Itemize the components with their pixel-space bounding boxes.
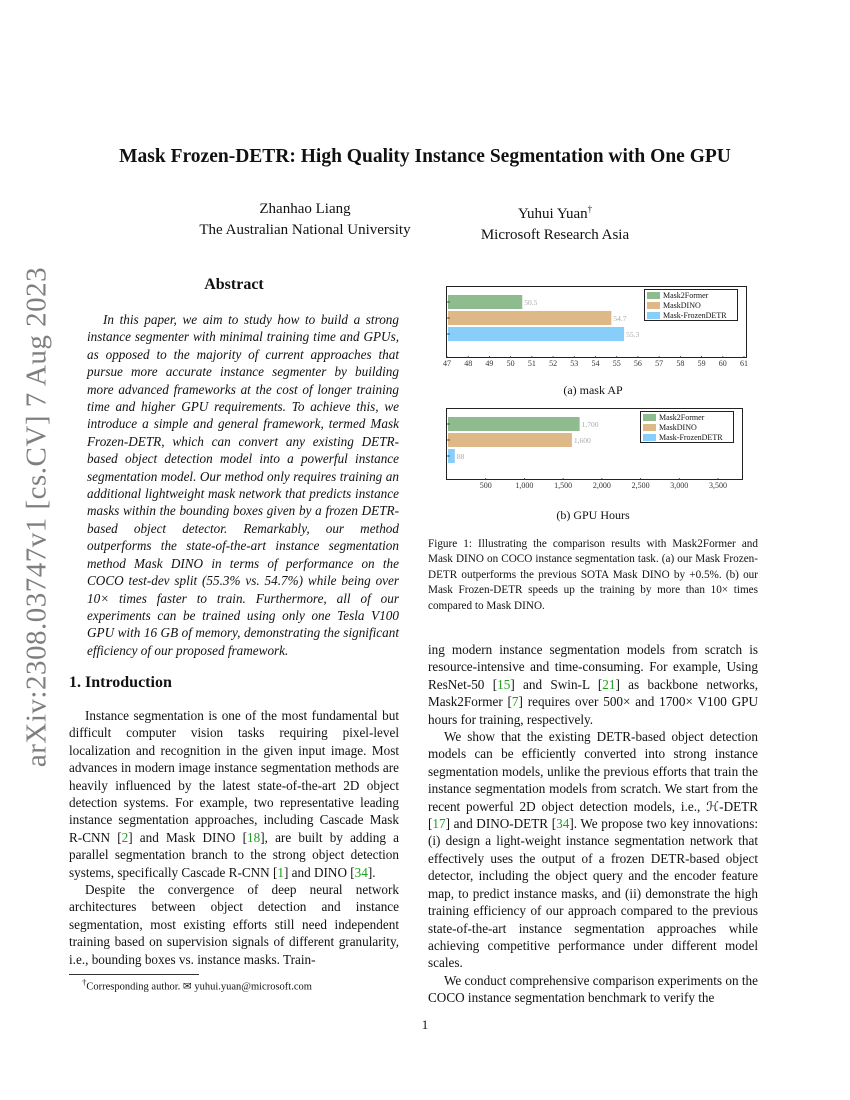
chart-b-legend — [640, 411, 734, 443]
citation-link[interactable]: 1 — [277, 864, 284, 880]
intro-right-column — [428, 641, 758, 1007]
author-2-name: Yuhui Yuan — [517, 206, 588, 222]
data-label: 1,600 — [573, 436, 591, 445]
data-label: 88 — [456, 452, 465, 461]
author-2-mark: † — [587, 204, 593, 214]
intro-right-paragraph-1: ing modern instance segmentation models from scratch is resource-intensive and time-consuming. For example, Using ResNet-50 [15] and Swin-L [21] as backbone networks, Mask2Former [7] requires over 500× and 1700× V100 GPU hours for training, respectively. — [428, 642, 758, 727]
legend-item: Mask2Former — [641, 412, 733, 422]
x-tick-label: 57 — [655, 359, 664, 368]
figure-caption: Figure 1: Illustrating the comparison results with Mask2Former and Mask DINO on COCO instance segmentation task. (a) our Mask Frozen-DETR outperforms the previous SOTA Mask DINO by +0.5%. (b) our Mask Frozen-DETR speeds up the training by more than 10× times compared to Mask DINO. — [428, 538, 758, 612]
legend-item: MaskDINO — [645, 300, 737, 310]
intro-paragraph-2: Despite the convergence of deep neural network architectures between object detection and instance segmentation, most existing efforts still need independent training based on supervision signals of different granularity, i.e., bounding boxes vs. instance masks. Train- — [69, 882, 399, 967]
x-tick-label: 50 — [506, 359, 515, 368]
arxiv-identifier: arXiv:2308.03747v1 [cs.CV] 7 Aug 2023 — [20, 266, 53, 768]
author-2 — [455, 199, 655, 246]
author-2-affiliation: Microsoft Research Asia — [480, 227, 630, 243]
legend-item: Mask-FrozenDETR — [645, 310, 737, 320]
intro-left-column — [69, 707, 399, 968]
citation-link[interactable]: 17 — [432, 816, 446, 832]
chart-mask-ap — [446, 286, 747, 358]
footnote-rule — [69, 974, 199, 975]
citation-link[interactable]: 21 — [602, 676, 616, 692]
introduction-heading: 1. Introduction — [69, 674, 172, 691]
data-label: 50.5 — [524, 298, 538, 307]
intro-paragraph-1: Instance segmentation is one of the most fundamental but difficult computer vision tasks requiring pixel-level localization and recognition in the given input image. Most advances in modern image instance segmentation methods are heavily influenced by the latest state-of-the-art 2D object detection systems. For example, two representative leading instance segmentation approaches, including Cascade Mask R-CNN [2] and Mask DINO [18], are built by adding a parallel segmentation branch to the strong object detection systems, specifically Cascade R-CNN [1] and DINO [34]. — [69, 708, 399, 880]
x-tick-label: 500 — [479, 481, 492, 490]
citation-link[interactable]: 15 — [497, 676, 511, 692]
figure-sub-a: (a) mask AP — [563, 383, 623, 397]
x-tick-label: 58 — [676, 359, 685, 368]
legend-item: Mask-FrozenDETR — [641, 432, 733, 442]
x-tick-label: 3,000 — [670, 481, 689, 490]
abstract-heading: Abstract — [204, 276, 264, 293]
figure-sub-b: (b) GPU Hours — [556, 508, 630, 522]
author-1-name: Zhanhao Liang — [259, 201, 351, 217]
citation-link[interactable]: 34 — [556, 816, 570, 832]
author-1 — [185, 199, 425, 241]
data-label: 55.3 — [626, 330, 640, 339]
bar-mask-frozendetr — [448, 327, 624, 341]
page-number: 1 — [421, 1017, 429, 1032]
abstract-block — [69, 311, 399, 659]
x-tick-label: 61 — [740, 359, 748, 368]
abstract-text: In this paper, we aim to study how to build a strong instance segmenter with minimal training time and GPUs, as opposed to the majority of current approaches that pursue more accurate instance segmenter by building more advanced frameworks at the cost of longer training time and higher GPU requirements. To achieve this, we introduce a simple and general framework, termed Mask Frozen-DETR, which can convert any existing DETR-based object detection model into a powerful instance segmentation model. Our method only requires training an additional lightweight mask network that predicts instance masks within the bounding boxes given by a frozen DETR-based object detector. Remarkably, our method outperforms the state-of-the-art instance segmentation method Mask DINO in terms of performance on the COCO test-dev split (55.3% vs. 54.7%) while being over 10× times faster to train. Furthermore, all of our experiments can be trained using only one Tesla V100 GPU with 16 GB of memory, demonstrating the significant efficiency of our proposed framework. — [87, 312, 399, 658]
x-tick-label: 52 — [549, 359, 558, 368]
paper-title: Mask Frozen-DETR: High Quality Instance Segmentation with One GPU — [119, 146, 731, 167]
x-tick-label: 53 — [570, 359, 579, 368]
data-label: 1,700 — [581, 420, 599, 429]
x-tick-label: 3,500 — [709, 481, 728, 490]
citation-link[interactable]: 18 — [247, 829, 261, 845]
legend-item: MaskDINO — [641, 422, 733, 432]
x-tick-label: 48 — [464, 359, 473, 368]
intro-right-paragraph-3: We conduct comprehensive comparison experiments on the COCO instance segmentation benchmark to verify the — [428, 972, 758, 1006]
author-1-affiliation: The Australian National University — [199, 222, 411, 238]
citation-link[interactable]: 7 — [511, 694, 519, 710]
citation-link[interactable]: 2 — [121, 829, 129, 845]
x-tick-label: 59 — [697, 359, 706, 368]
citation-link[interactable]: 34 — [354, 864, 368, 880]
legend-item: Mask2Former — [645, 290, 737, 300]
x-tick-label: 2,500 — [631, 481, 650, 490]
bar-maskdino — [448, 311, 611, 325]
x-tick-label: 51 — [527, 359, 536, 368]
bar-maskdino — [448, 433, 572, 447]
chart-a-legend — [644, 289, 738, 321]
bar-mask2former — [448, 295, 522, 309]
x-tick-label: 2,000 — [592, 481, 611, 490]
x-tick-label: 56 — [633, 359, 642, 368]
intro-right-paragraph-2: We show that the existing DETR-based object detection models can be efficiently converted into strong instance segmentation models, unlike the previous efforts that train the instance segmentation models from scratch. We start from the recent powerful 2D object detection models, i.e., ℋ-DETR [17] and DINO-DETR [34]. We propose two key innovations: (i) design a light-weight instance segmentation network that effectively uses the output of a frozen DETR-based object detector, including the object query and the encoder feature map, to predict instance masks, and (ii) demonstrate the high training efficiency of our approach compared to the previous state-of-the-art instance segmentation approaches while achieving competitive performance under different model scales. — [428, 729, 758, 971]
chart-a-axis — [440, 356, 752, 370]
footnote: †Corresponding author. ✉ yuhui.yuan@microsoft.com — [82, 977, 312, 993]
x-tick-label: 1,000 — [515, 481, 534, 490]
x-tick-label: 55 — [612, 359, 621, 368]
bar-mask2former — [448, 417, 580, 431]
x-tick-label: 49 — [485, 359, 494, 368]
x-tick-label: 47 — [443, 359, 451, 368]
x-tick-label: 60 — [718, 359, 727, 368]
chart-b-axis — [446, 478, 741, 492]
chart-gpu-hours — [446, 408, 743, 480]
x-tick-label: 54 — [591, 359, 600, 368]
x-tick-label: 1,500 — [554, 481, 573, 490]
data-label: 54.7 — [613, 314, 627, 323]
